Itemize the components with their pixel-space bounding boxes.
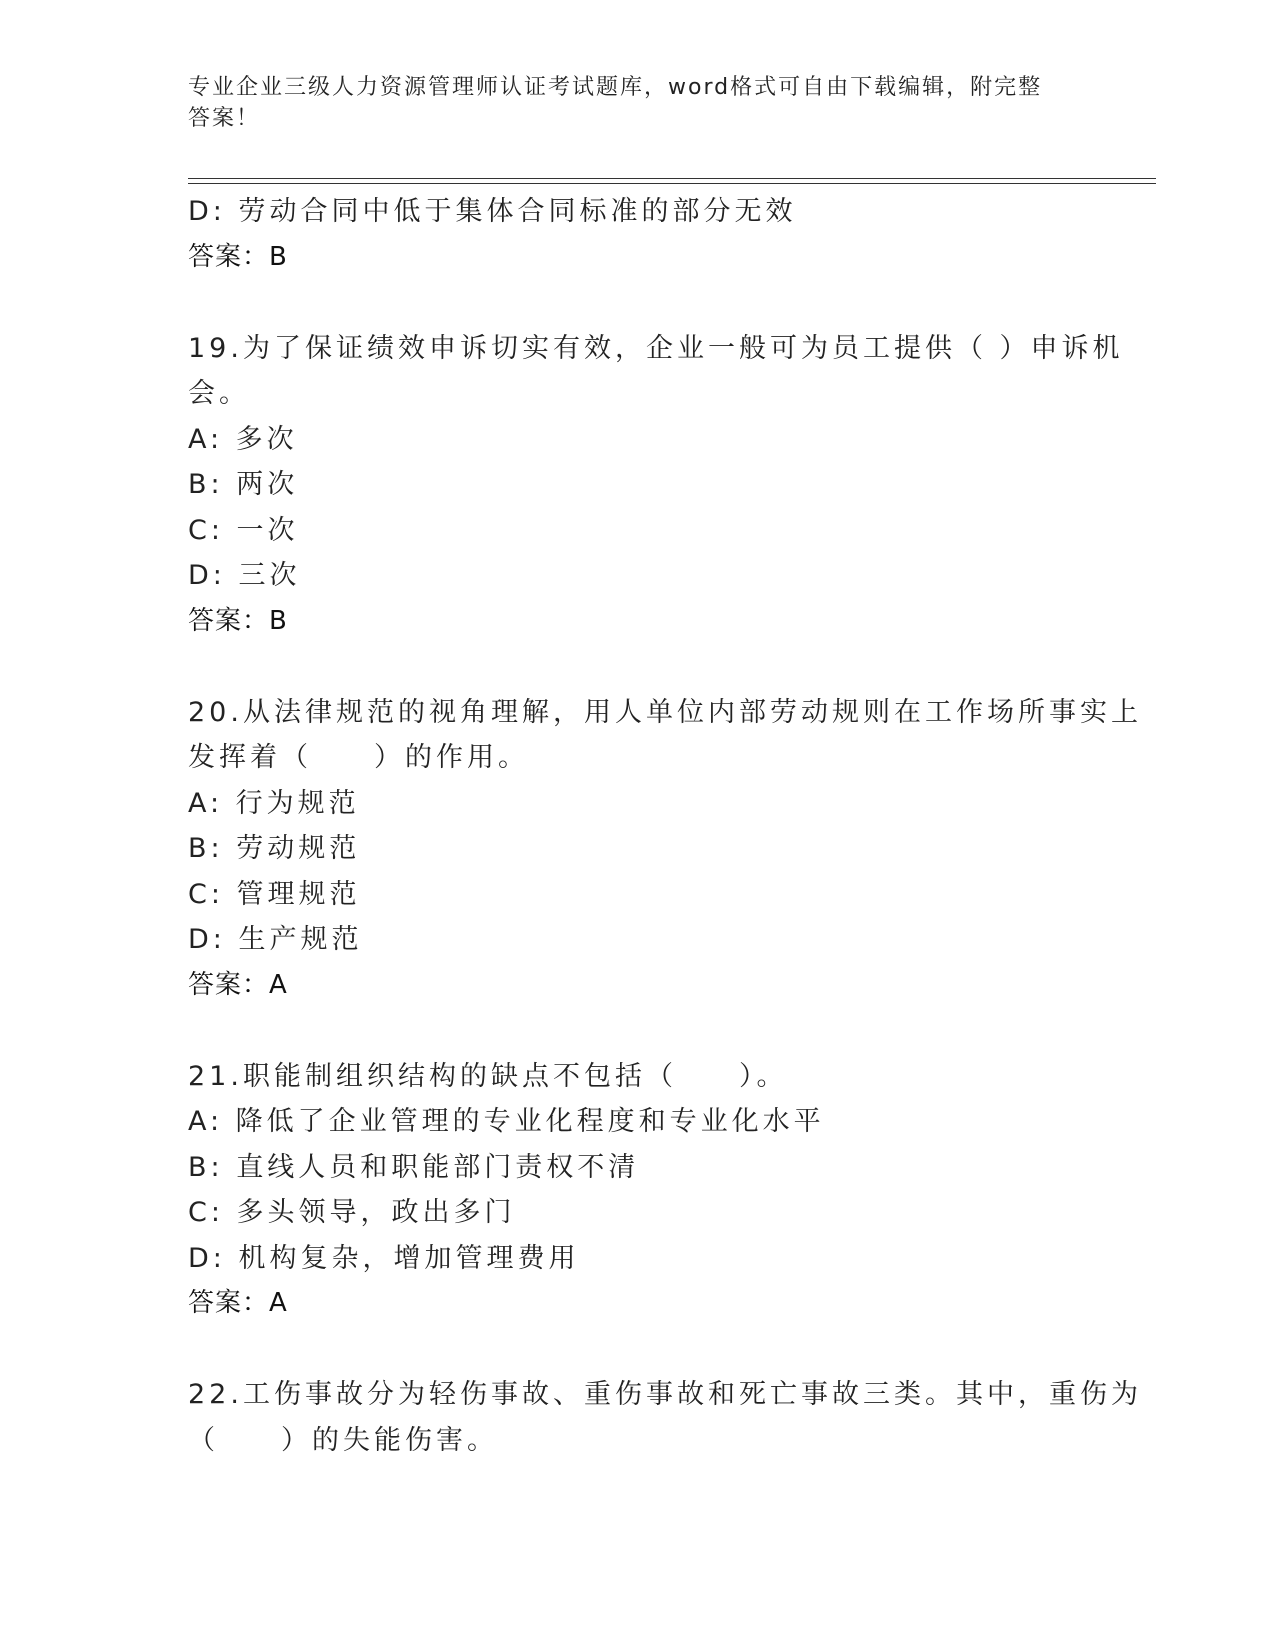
question-22 [188, 1372, 1142, 1463]
option-d: D: 机构复杂，增加管理费用 [188, 1242, 580, 1274]
spacer [188, 1327, 1088, 1373]
answer: 答案：B [188, 605, 288, 636]
option-d: D: 生产规范 [188, 924, 363, 955]
option-c: C: 管理规范 [188, 878, 361, 910]
spacer [188, 280, 1088, 326]
question-stem: 21.职能制组织结构的缺点不包括（ ）。 [188, 1060, 788, 1092]
question-19 [188, 326, 1124, 645]
question-21 [188, 1054, 1088, 1327]
question-20 [188, 690, 1142, 1009]
question-stem: 19.为了保证绩效申诉切实有效，企业一般可为员工提供（ ）申诉机 [188, 332, 1124, 364]
header-line-1: 专业企业三级人力资源管理师认证考试题库，word格式可自由下载编辑，附完整 [188, 75, 1043, 100]
question-18 [188, 189, 1088, 280]
page-header [188, 72, 1068, 134]
option-a: A: 多次 [188, 423, 298, 455]
option-a: A: 降低了企业管理的专业化程度和专业化水平 [188, 1106, 825, 1137]
option-c: C: 一次 [188, 514, 299, 546]
option-d: D: 三次 [188, 560, 301, 591]
question-stem: 20.从法律规范的视角理解，用人单位内部劳动规则在工作场所事实上 [188, 696, 1142, 728]
header-divider-bottom [188, 183, 1156, 184]
option-b: B: 直线人员和职能部门责权不清 [188, 1151, 640, 1183]
option-b: B: 两次 [188, 469, 299, 500]
option-c: C: 多头领导，政出多门 [188, 1197, 516, 1228]
question-stem-continued: 发挥着（ ）的作用。 [188, 742, 529, 773]
question-list [188, 189, 1142, 1463]
spacer [188, 1008, 1088, 1054]
option-d: D: 劳动合同中低于集体合同标准的部分无效 [188, 196, 797, 227]
option-b: B: 劳动规范 [188, 833, 361, 864]
answer: 答案：A [188, 969, 288, 1000]
option-a: A: 行为规范 [188, 787, 360, 819]
question-stem: 22.工伤事故分为轻伤事故、重伤事故和死亡事故三类。其中，重伤为 [188, 1379, 1142, 1410]
answer: 答案：A [188, 1288, 288, 1318]
header-line-2: 答案！ [188, 106, 261, 131]
question-stem-continued: 会。 [188, 378, 250, 409]
question-stem-continued: （ ）的失能伤害。 [188, 1424, 498, 1456]
spacer [188, 644, 1088, 690]
answer: 答案：B [188, 241, 288, 272]
header-divider-top [188, 178, 1156, 179]
